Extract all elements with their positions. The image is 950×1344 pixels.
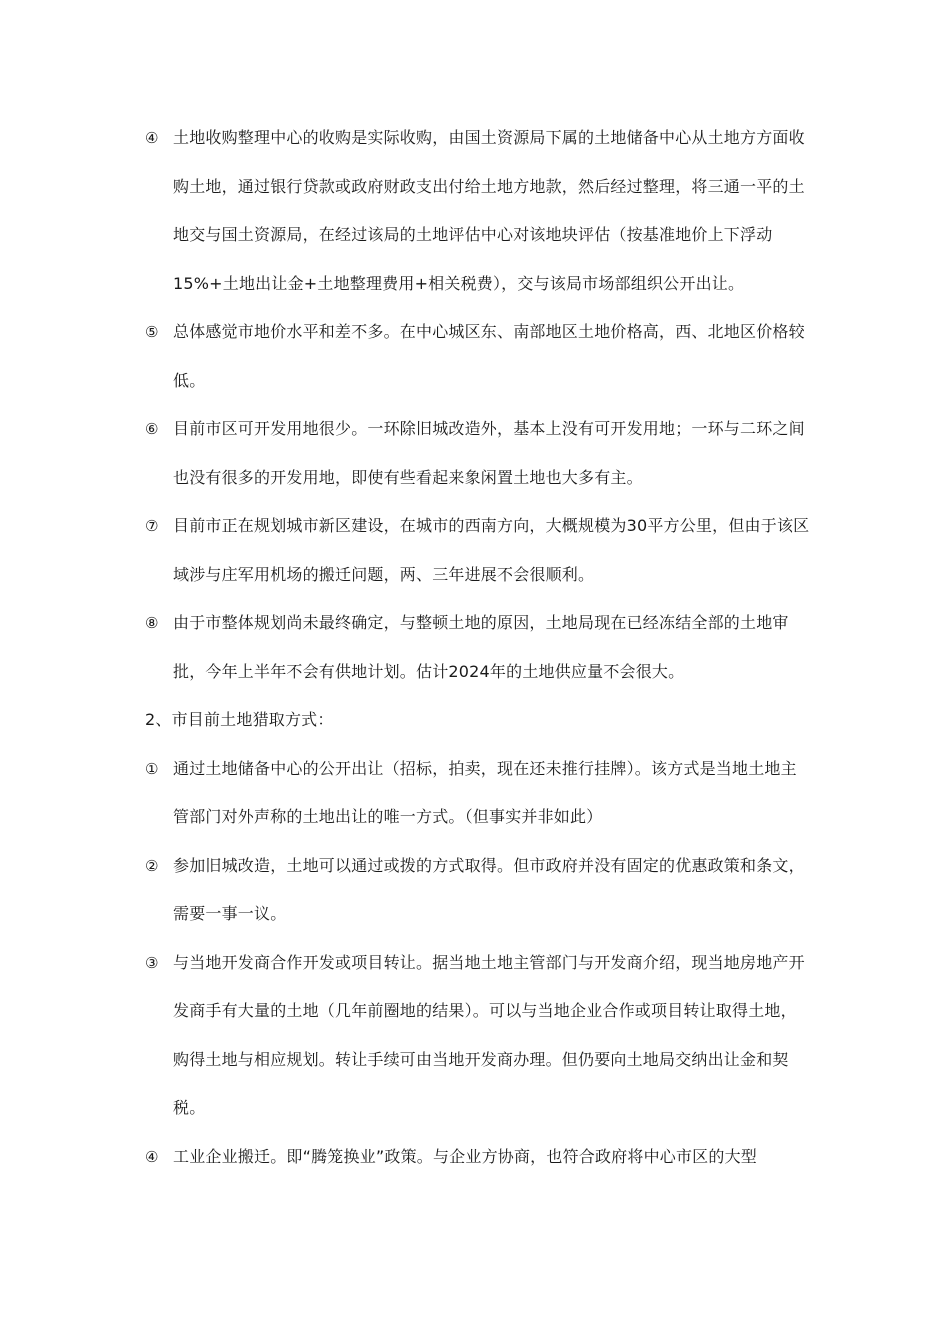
item-text: 目前市区可开发用地很少。一环除旧城改造外，基本上没有可开发用地；一环与二环之间也没有很多的开发用地，即使有些看起来象闲置土地也大多有主。 [173, 419, 805, 487]
list-item [145, 308, 810, 405]
item-text: 目前市正在规划城市新区建设，在城市的西南方向，大概规模为30平方公里，但由于该区域涉与庄军用机场的搬迁问题，两、三年进展不会很顺利。 [173, 516, 810, 584]
item-marker: ⑧ [145, 614, 159, 632]
item-text: 土地收购整理中心的收购是实际收购，由国土资源局下属的土地储备中心从土地方方面收购土地，通过银行贷款或政府财政支出付给土地方地款，然后经过整理，将三通一平的土地交与国土资源局，在经过该局的土地评估中心对该地块评估（按基准地价上下浮动15%+土地出让金+土地整理费用+相关税费），交与该局市场部组织公开出让。 [173, 128, 805, 293]
item-text: 参加旧城改造，土地可以通过或拨的方式取得。但市政府并没有固定的优惠政策和条文，需要一事一议。 [173, 855, 805, 923]
item-marker: ② [145, 856, 159, 875]
item-text: 由于市整体规划尚未最终确定，与整顿土地的原因，土地局现在已经冻结全部的土地审批，今年上半年不会有供地计划。估计2024年的土地供应量不会很大。 [173, 613, 789, 681]
list-item [145, 502, 810, 599]
list-item [145, 842, 810, 939]
item-marker: ⑤ [145, 323, 159, 341]
list-item [145, 1133, 810, 1182]
item-marker: ① [145, 759, 159, 778]
list-item [145, 405, 810, 502]
list-item [145, 599, 810, 696]
item-marker: ④ [145, 129, 159, 147]
item-text: 总体感觉市地价水平和差不多。在中心城区东、南部地区土地价格高，西、北地区价格较低。 [173, 322, 805, 390]
item-text: 与当地开发商合作开发或项目转让。据当地土地主管部门与开发商介绍，现当地房地产开发商手有大量的土地（几年前圈地的结果）。可以与当地企业合作或项目转让取得土地，购得土地与相应规划。转让手续可由当地开发商办理。但仍要向土地局交纳出让金和契税。 [173, 952, 805, 1117]
section-heading: 2、市目前土地猎取方式： [145, 710, 334, 729]
list-item [145, 114, 810, 308]
item-text: 通过土地储备中心的公开出让（招标，拍卖，现在还未推行挂牌）。该方式是当地土地主管部门对外声称的土地出让的唯一方式。（但事实并非如此） [173, 758, 797, 826]
item-marker: ④ [145, 1147, 159, 1166]
item-marker: ⑦ [145, 517, 159, 535]
item-text: 工业企业搬迁。即“腾笼换业”政策。与企业方协商，也符合政府将中心市区的大型 [173, 1146, 757, 1166]
document-body [145, 114, 810, 1181]
list-item [145, 939, 810, 1133]
list-item [145, 745, 810, 842]
item-marker: ⑥ [145, 420, 159, 438]
item-marker: ③ [145, 953, 159, 972]
